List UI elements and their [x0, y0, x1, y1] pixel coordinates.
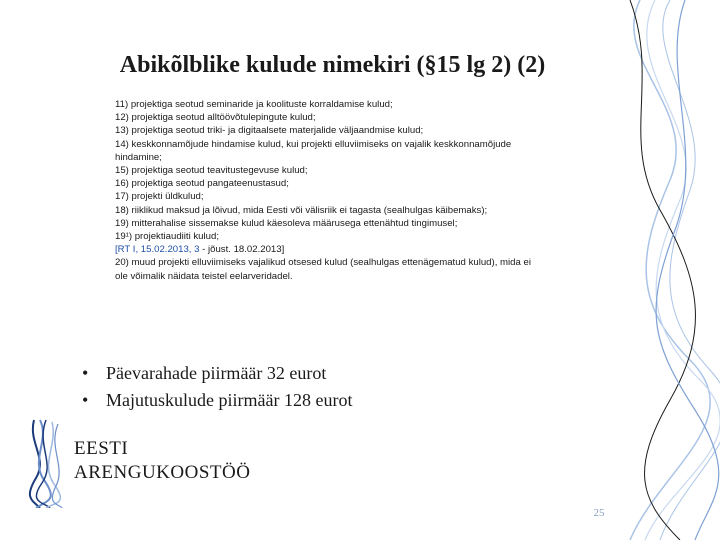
page-number: 25 [593, 507, 605, 519]
logo-line-2: ARENGUKOOSTÖÖ [74, 462, 251, 483]
bullet-symbol: • [82, 390, 89, 410]
deco-line-3 [660, 0, 720, 540]
excerpt-reference-line [115, 243, 570, 256]
excerpt-line: 19¹) projektiaudiiti kulud; [115, 231, 219, 243]
bullet-text: Päevarahade piirmäär 32 eurot [106, 363, 327, 383]
decorative-wave-lines [600, 0, 720, 540]
excerpt-line: 20) muud projekti elluviimiseks vajalikud otsesed kulud (sealhulgas ettenägematud kulud), mida ei [115, 257, 531, 269]
bullet-item [82, 387, 352, 414]
legal-text-excerpt [115, 98, 570, 313]
slide-title: Abikõlblike kulude nimekiri (§15 lg 2) (2) [119, 52, 546, 78]
bullet-item [82, 360, 352, 387]
reference-text: - jõust. 18.02.2013] [199, 244, 285, 256]
deco-line-2 [645, 0, 720, 540]
bullet-text: Majutuskulude piirmäär 128 eurot [106, 390, 353, 410]
bullet-list [82, 360, 352, 414]
excerpt-line: 18) riiklikud maksud ja lõivud, mida Eesti või välisriik ei tagasta (sealhulgas käibemaks); [115, 204, 488, 216]
excerpt-line: hindamine; [115, 151, 162, 163]
excerpt-line: 12) projektiga seotud alltöövõtulepingute kulud; [115, 112, 316, 124]
excerpt-line: 15) projektiga seotud teavitustegevuse kulud; [115, 165, 308, 177]
reference-link[interactable]: [RT I, 15.02.2013, 3 [115, 244, 200, 256]
excerpt-line: 11) projektiga seotud seminaride ja koolituste korraldamise kulud; [115, 99, 393, 110]
logo-wordmark [74, 437, 250, 485]
excerpt-line: 19) mitterahalise sissemakse kulud käesoleva määrusega ettenähtud tingimusel; [115, 217, 458, 229]
excerpt-line: 14) keskkonnamõjude hindamise kulud, kui projekti elluviimiseks on vajalik keskkonnamõjude [115, 138, 512, 150]
excerpt-line: 16) projektiga seotud pangateenustasud; [115, 178, 289, 190]
excerpt-line: 17) projekti üldkulud; [115, 191, 204, 203]
excerpt-line: ole võimalik näidata teistel eelarveridadel. [115, 270, 293, 282]
excerpt-line: 13) projektiga seotud triki- ja digitaalsete materjalide väljaandmise kulud; [115, 125, 424, 137]
logo-line-1: EESTI [74, 438, 129, 459]
bullet-symbol: • [82, 363, 89, 383]
